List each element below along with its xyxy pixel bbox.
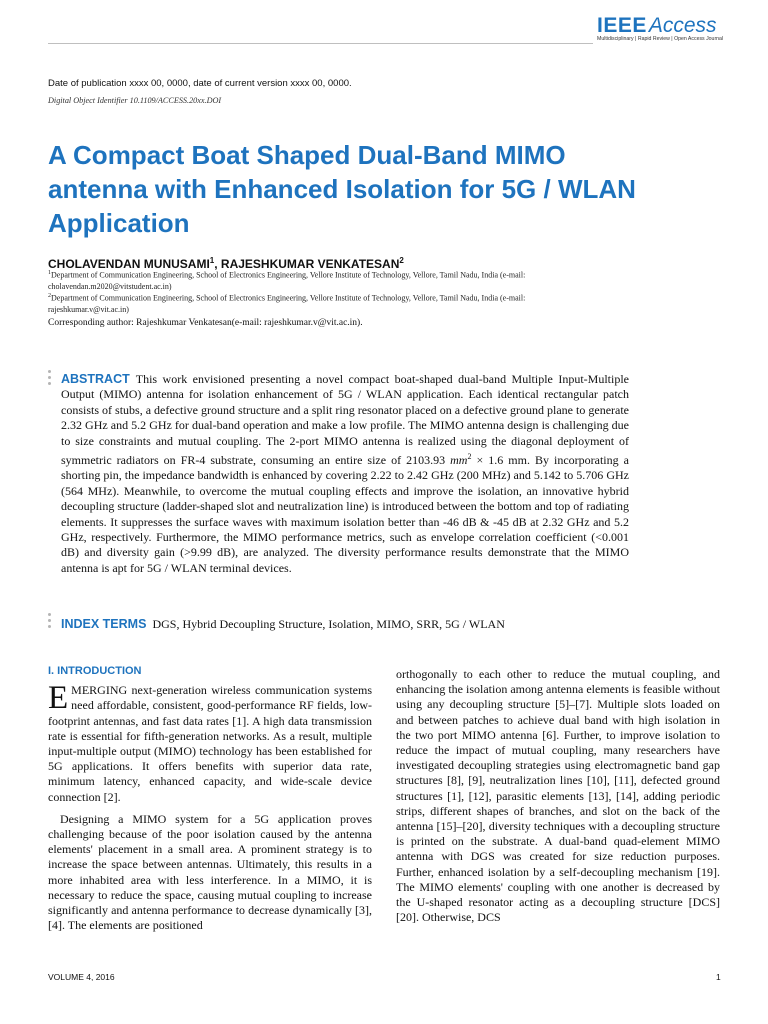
intro-paragraph-3: orthogonally to each other to reduce the mutual coupling, and enhancing the isolation among antenna elements is feasible without using any decoupling structure [5]–[7]. Multiple slots loaded on and between patches to achieve dual band with high isolation in the two port MIMO antenna [6]. Further, to improve isolation to reduce the impact of mutual coupling, many researchers have investigated decoupling strategies using electromagnetic band gap structures [8], [9], neutralization lines [10], [11], defected ground structures [1], [12], parasitic elements [13], [14], adding periodic strips, different shapes of branches, and slot on the back of the antenna [15]–[20], diversity techniques with a decoupling structure is printed on the substrate. A dual-band quad-element MIMO antenna with DGS was created for size reduction purposes. Further, enhanced isolation by a self-decoupling mechanism [19]. The MIMO elements' coupling with one another is decreased by the U-shaped resonator acting as a decoupling structure [DCS] [20]. Otherwise, DCS — [396, 667, 720, 925]
index-terms-label: INDEX TERMS — [61, 617, 147, 631]
abstract-label: ABSTRACT — [61, 372, 130, 386]
index-terms-text: DGS, Hybrid Decoupling Structure, Isolation, MIMO, SRR, 5G / WLAN — [152, 617, 505, 631]
logo-wordmark — [597, 14, 717, 38]
affiliation-1 — [48, 268, 608, 292]
logo-brand: IEEE — [597, 14, 647, 37]
abstract-math-exp: 2 — [467, 452, 472, 462]
affiliation-2-sup: 2 — [48, 293, 51, 299]
author-1: CHOLAVENDAN MUNUSAMI — [48, 257, 210, 271]
author-2: RAJESHKUMAR VENKATESAN — [220, 257, 400, 271]
ieee-access-logo — [597, 14, 724, 54]
logo-name: Access — [648, 14, 717, 37]
publication-date: Date of publication xxxx 00, 0000, date of current version xxxx 00, 0000. — [48, 78, 352, 89]
index-terms-dots-decoration — [48, 613, 52, 631]
author-2-sup: 2 — [399, 256, 404, 265]
corresponding-author: Corresponding author: Rajeshkumar Venkatesan(e-mail: rajeshkumar.v@vit.ac.in). — [48, 318, 363, 328]
footer-volume: VOLUME 4, 2016 — [48, 972, 115, 982]
footer-page-number: 1 — [716, 972, 721, 982]
intro-paragraph-1-text: MERGING next-generation wireless communication systems need affordable, consistent, good-performance RF fields, low-footprint antennas, and fast data rates [1]. A high data transmission rate is essential for fifth-generation networks. As a result, multiple input-multiple output (MIMO) technology has been established for 5G applications. It offers benefits with superior data rate, minimum latency, enhanced capacity, and wide-scale device connection [2]. — [48, 683, 372, 804]
affiliation-1-sup: 1 — [48, 270, 51, 276]
intro-paragraph-2: Designing a MIMO system for a 5G application proves challenging because of the poor isolation caused by the antenna elements' placement in a small area. A prominent strategy is to increase the space between antennas. Ultimately, this results in a more inhabited area with less interference. In a MIMO, it is necessary to reduce the space, causing mutual coupling to increase significantly and antenna performance to decrease dynamically [3], [4]. The elements are positioned — [48, 811, 372, 933]
abstract-math-unit: mm — [450, 453, 468, 468]
right-column — [396, 667, 720, 925]
abstract-text-a: This work envisioned presenting a novel compact boat-shaped dual-band Multiple Input-Multiple Output (MIMO) antenna for isolation enhancement of 5G / WLAN application. Each identical rectangular patch consists of stubs, a defective ground structure and a split ring resonator placed on a defective ground plane to generate 2.32 GHz and 5.2 GHz for dual-band operation and make a low profile. The MIMO antenna design is challenging due to size constraints and mutual coupling. The 2-port MIMO antenna is realized using the diagonal deployment of symmetric radiators on FR-4 substrate, consuming an entire size of 2103.93 — [61, 372, 629, 468]
author-separator: , — [214, 257, 221, 271]
affiliation-2 — [48, 291, 608, 315]
abstract-dots-decoration — [48, 370, 52, 388]
logo-tagline: Multidisciplinary | Rapid Review | Open Access Journal — [597, 36, 724, 42]
section-heading-introduction: I. INTRODUCTION — [48, 665, 142, 677]
abstract-text-b: × 1.6 mm. By incorporating a shorting pin, the impedance bandwidth is enhanced by covering 2.22 to 2.42 GHz (200 MHz) and 5.142 to 5.706 GHz (564 MHz). Meanwhile, to overcome the mutual coupling effects and improve the isolation, an innovative hybrid decoupling structure (ladder-shaped slot and neutralization line) is introduced between the bottom and top of radiating elements. It suppresses the surface waves with maximum isolation better than -46 dB & -45 dB at 2.32 GHz and 5.2 GHz, respectively. Furthermore, the MIMO performance metrics, such as envelope correlation coefficient (<0.001 dB) and diversity gain (>9.99 dB), are analyzed. The diversity performance results demonstrate that the MIMO antenna is apt for 5G / WLAN terminal devices. — [61, 453, 629, 575]
intro-paragraph-1 — [48, 680, 372, 805]
dropcap: E — [48, 680, 69, 717]
left-column — [48, 664, 372, 933]
author-1-sup: 1 — [209, 256, 215, 265]
index-terms — [61, 617, 629, 632]
doi: Digital Object Identifier 10.1109/ACCESS.20xx.DOI — [48, 96, 222, 105]
affiliation-1-text: Department of Communication Engineering, School of Electronics Engineering, Vellore Institute of Technology, Vellore, Tamil Nadu, India (e-mail: cholavendan.m2020@vitstudent.ac.in) — [48, 270, 526, 291]
paper-title: A Compact Boat Shaped Dual-Band MIMO antenna with Enhanced Isolation for 5G / WLAN Application — [48, 140, 636, 238]
header-rule — [48, 43, 593, 44]
abstract — [61, 372, 629, 576]
affiliation-2-text: Department of Communication Engineering, School of Electronics Engineering, Vellore Institute of Technology, Vellore, Tamil Nadu, India (e-mail: rajeshkumar.v@vit.ac.in) — [48, 293, 526, 314]
